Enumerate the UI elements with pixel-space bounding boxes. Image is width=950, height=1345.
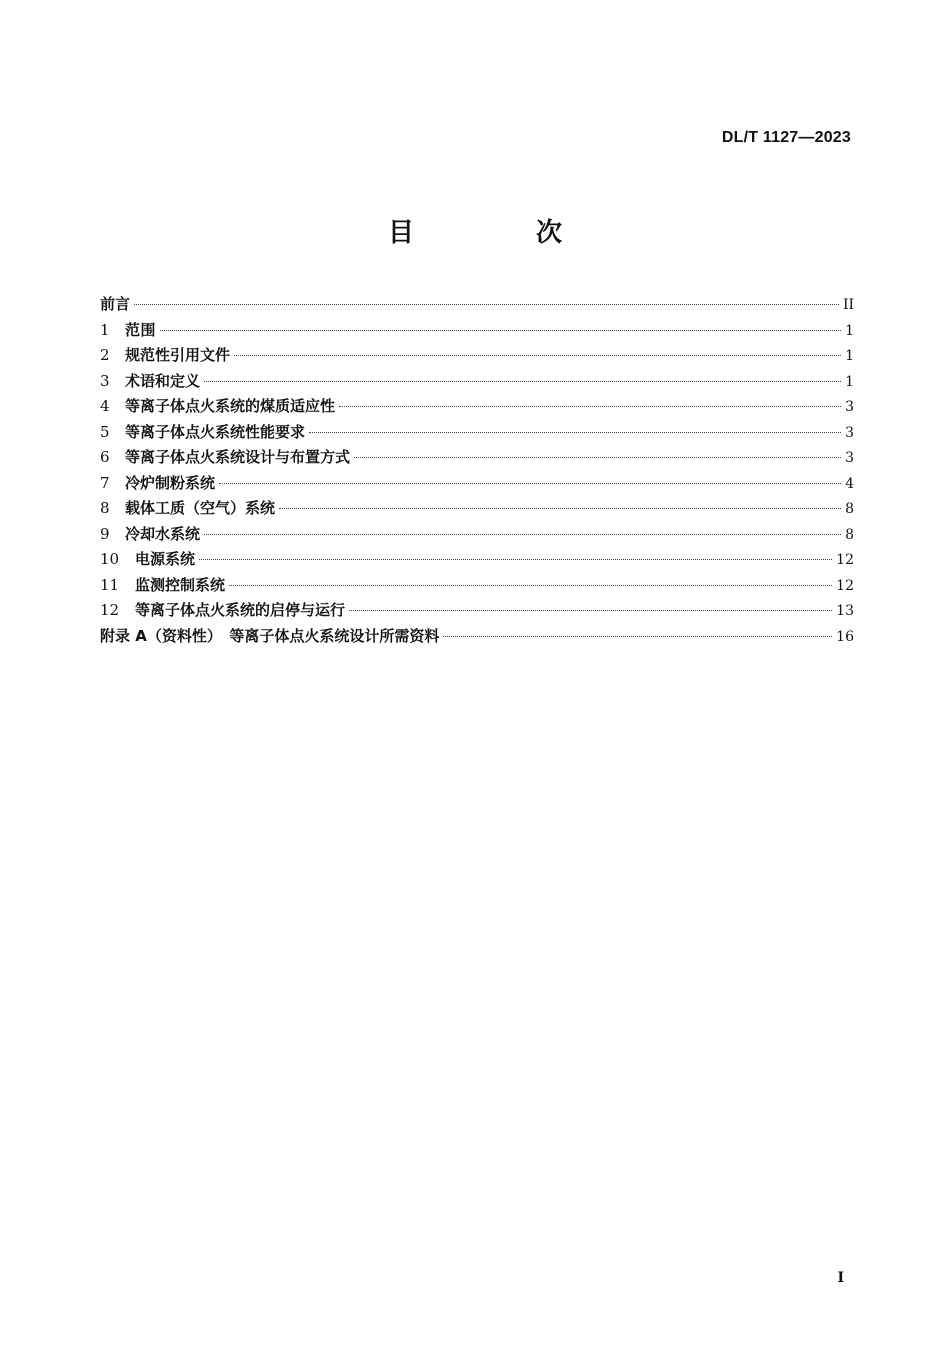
toc-entry-5[interactable] <box>100 420 854 446</box>
toc-leader-dots <box>160 330 841 331</box>
toc-leader-dots <box>279 508 841 509</box>
toc-entry-preface[interactable] <box>100 292 854 318</box>
toc-leader-dots <box>204 381 841 382</box>
toc-entry-page: 1 <box>845 348 854 364</box>
toc-entry-3[interactable] <box>100 369 854 395</box>
toc-entry-label: 范围 <box>125 320 157 339</box>
toc-entry-12[interactable] <box>100 598 854 624</box>
toc-leader-dots <box>354 457 841 458</box>
toc-entry-number: 1 <box>100 320 110 339</box>
toc-entry-number: 6 <box>100 448 110 466</box>
toc-entry-page: 3 <box>845 399 854 415</box>
toc-entry-11[interactable] <box>100 573 854 599</box>
toc-entry-label: 监测控制系统 <box>135 575 226 594</box>
toc-entry-number: 3 <box>100 371 110 390</box>
toc-entry-number: 2 <box>100 346 110 364</box>
toc-entry-page: 8 <box>845 501 854 517</box>
toc-entry-label: 术语和定义 <box>125 371 201 390</box>
toc-entry-label: 等离子体点火系统的启停与运行 <box>135 601 346 619</box>
toc-entry-page: 13 <box>836 603 854 619</box>
toc-entry-9[interactable] <box>100 522 854 548</box>
toc-entry-label: 冷炉制粉系统 <box>125 473 216 492</box>
toc-entry-page: 12 <box>836 577 854 594</box>
toc-entry-label: 附录 A（资料性） 等离子体点火系统设计所需资料 <box>100 626 440 645</box>
toc-entry-label: 等离子体点火系统性能要求 <box>125 422 306 441</box>
toc-entry-number: 5 <box>100 422 110 441</box>
toc-entry-6[interactable] <box>100 445 854 471</box>
toc-entry-label: 载体工质（空气）系统 <box>125 499 276 517</box>
toc-entry-label: 冷却水系统 <box>125 524 201 543</box>
page-number: I <box>837 1270 844 1286</box>
toc-leader-dots <box>349 610 832 611</box>
toc-entry-page: 8 <box>845 526 854 543</box>
toc-entry-4[interactable] <box>100 394 854 420</box>
toc-entry-label: 规范性引用文件 <box>125 346 231 364</box>
page-title: 目 次 <box>387 218 610 248</box>
toc-leader-dots <box>229 585 832 586</box>
toc-entry-page: II <box>842 297 854 313</box>
toc-entry-label: 前言 <box>100 295 131 313</box>
toc-entry-page: 12 <box>836 552 854 568</box>
toc-entry-number: 11 <box>100 575 120 594</box>
toc-entry-2[interactable] <box>100 343 854 369</box>
toc-entry-8[interactable] <box>100 496 854 522</box>
toc-entry-number: 4 <box>100 397 110 415</box>
toc-entry-label: 等离子体点火系统设计与布置方式 <box>125 448 351 466</box>
toc-leader-dots <box>339 406 841 407</box>
toc-leader-dots <box>204 534 841 535</box>
toc-entry-page: 3 <box>845 424 854 441</box>
toc-entry-10[interactable] <box>100 547 854 573</box>
toc-entry-number: 12 <box>100 601 120 619</box>
toc-entry-1[interactable] <box>100 318 854 344</box>
toc-entry-appendix-a[interactable] <box>100 624 854 650</box>
document-code: DL/T 1127—2023 <box>721 129 851 146</box>
toc-entry-label: 等离子体点火系统的煤质适应性 <box>125 397 336 415</box>
toc-entry-page: 3 <box>845 450 854 466</box>
toc-entry-number: 8 <box>100 499 110 517</box>
toc-leader-dots <box>443 636 832 637</box>
toc-entry-page: 16 <box>836 628 854 645</box>
toc-entry-label: 电源系统 <box>135 550 196 568</box>
toc-entry-page: 4 <box>845 475 854 492</box>
table-of-contents <box>100 292 854 649</box>
toc-entry-number: 10 <box>100 550 120 568</box>
toc-leader-dots <box>309 432 841 433</box>
toc-leader-dots <box>199 559 832 560</box>
toc-leader-dots <box>234 355 841 356</box>
toc-entry-number: 9 <box>100 524 110 543</box>
toc-entry-page: 1 <box>845 322 854 339</box>
toc-leader-dots <box>219 483 841 484</box>
toc-entry-7[interactable] <box>100 471 854 497</box>
toc-entry-number: 7 <box>100 473 110 492</box>
toc-entry-page: 1 <box>845 373 854 390</box>
toc-leader-dots <box>134 304 839 305</box>
